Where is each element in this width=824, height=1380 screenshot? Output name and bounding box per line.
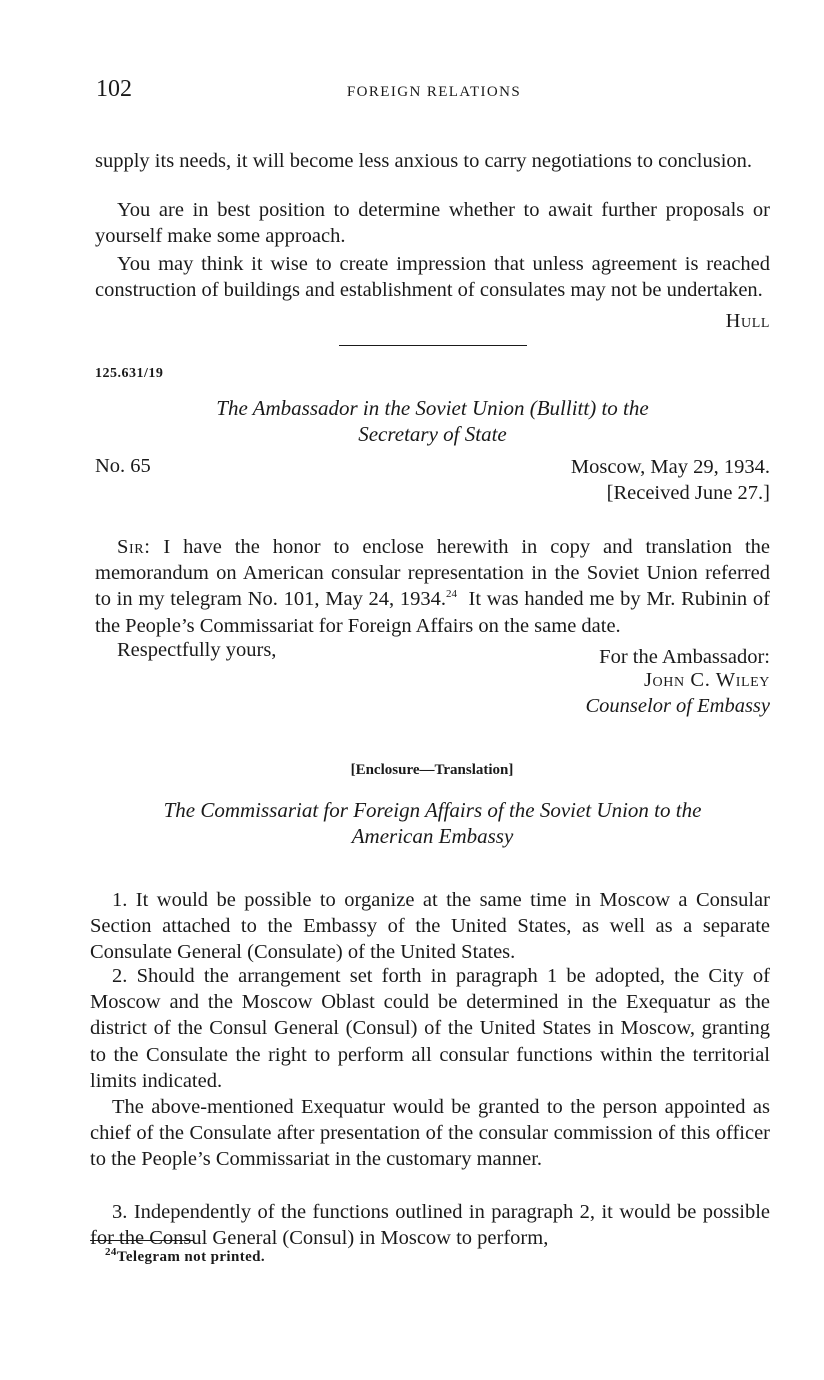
section-divider (339, 345, 527, 346)
letter-body (95, 534, 770, 640)
prev-paragraph-1: supply its needs, it will become less anxious to carry negotiations to conclusion. (95, 149, 753, 172)
body-text-continued: It was handed me by Mr. Rubinin of the People’s Commissariat for Foreign Affairs on the same date. (95, 588, 770, 637)
salutation: Sir: (117, 535, 151, 558)
enclosure-paragraph-2: 2. Should the arrangement set forth in paragraph 1 be adopted, the City of Moscow and the Moscow Oblast could be determined in the Exequatur as the district of the Consul General (Consul) of the United States in Moscow, granting to the Consulate the right to perform all consular functions within the territorial limits indicated. (90, 964, 770, 1093)
signer-name: John C. Wiley (643, 669, 770, 691)
closing: Respectfully yours, (117, 639, 277, 661)
prev-paragraph-3: You may think it wise to create impression that unless agreement is reached construction of buildings and establishment of consulates may not be undertaken. (95, 252, 770, 301)
document-title-line-1: The Ambassador in the Soviet Union (Bullitt) to the (216, 396, 649, 420)
footnote-marker: 24 (105, 1246, 117, 1258)
enclosure-paragraph-3: The above-mentioned Exequatur would be granted to the person appointed as chief of the Consulate after presentation of the consular commission of this officer to the People’s Commissariat in the customary manner. (90, 1095, 770, 1171)
received-date: [Received June 27.] (606, 482, 770, 504)
enclosure-label: [Enclosure—Translation] (350, 762, 514, 778)
signature-hull: Hull (725, 310, 770, 332)
footnote (105, 1246, 266, 1266)
enclosure-paragraph-4: 3. Independently of the functions outlined in paragraph 2, it would be possible for the Consul General (Consul) in Moscow to perform, (90, 1200, 770, 1249)
document-title-line-2: Secretary of State (358, 422, 507, 446)
for-the-ambassador: For the Ambassador: (599, 646, 770, 668)
body-text: I have the honor to enclose herewith in copy and translation the memorandum on American consular representation in the Soviet Union referred to in my telegram No. 101, May 24, 1934. (95, 535, 770, 611)
place-date: Moscow, May 29, 1934. (570, 456, 770, 478)
enclosure-paragraph-1: 1. It would be possible to organize at the same time in Moscow a Consular Section attached to the Embassy of the United States, as well as a separate Consulate General (Consulate) of the United States. (90, 888, 770, 964)
file-number: 125.631/19 (95, 366, 164, 381)
footnote-reference: 24 (446, 588, 458, 601)
page-number: 102 (96, 76, 132, 102)
enclosure-title-line-2: American Embassy (351, 824, 514, 848)
signer-title: Counselor of Embassy (585, 695, 770, 717)
prev-paragraph-2: You are in best position to determine whether to await further proposals or yourself make some approach. (95, 198, 770, 247)
enclosure-title-line-1: The Commissariat for Foreign Affairs of the Soviet Union to the (163, 798, 702, 822)
running-head: FOREIGN RELATIONS (346, 84, 522, 100)
footnote-text: Telegram not printed. (116, 1249, 266, 1265)
footnote-rule (90, 1240, 194, 1241)
document-number: No. 65 (95, 455, 151, 477)
